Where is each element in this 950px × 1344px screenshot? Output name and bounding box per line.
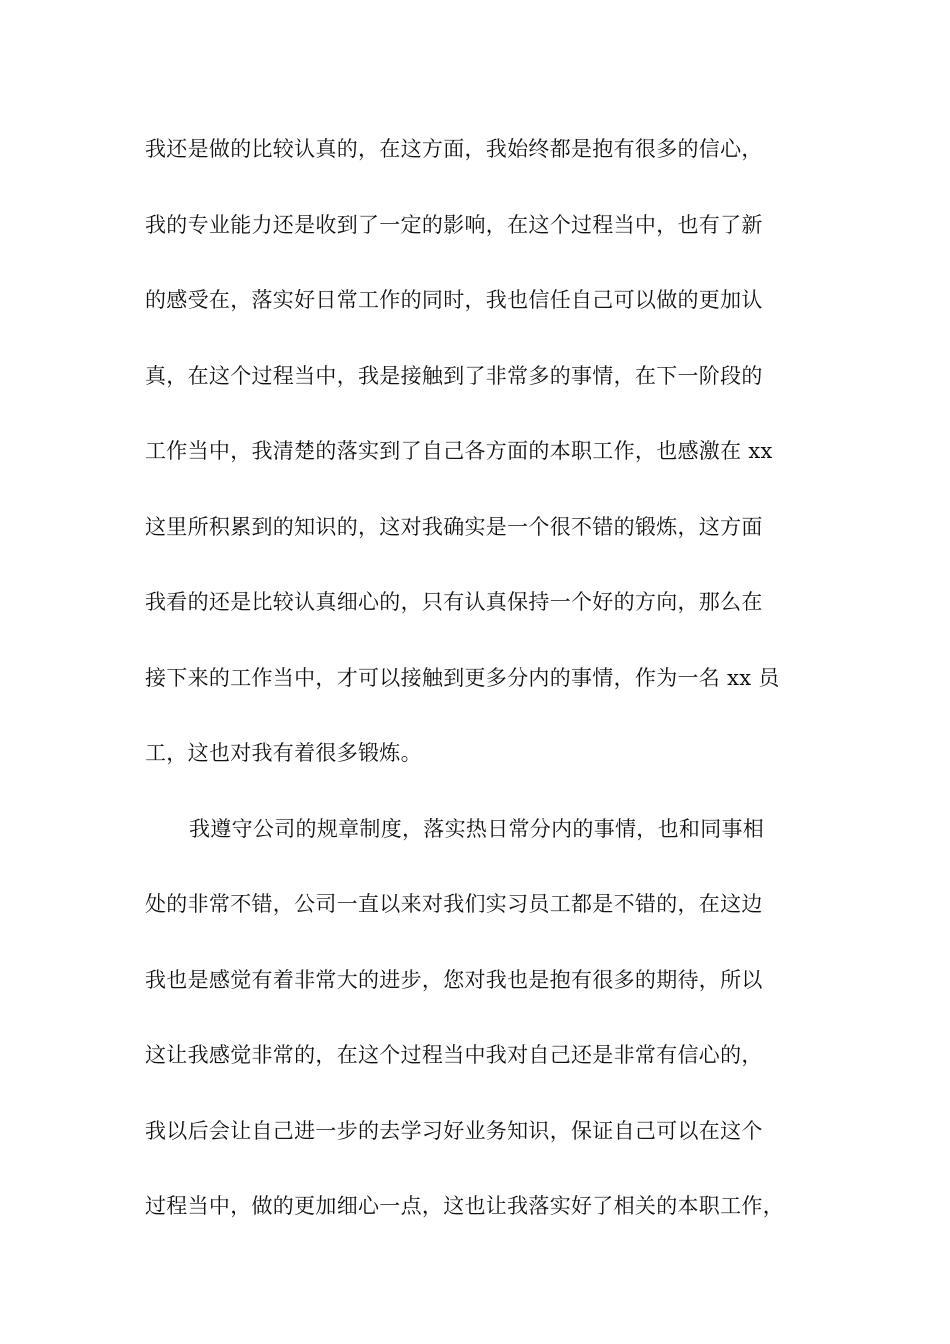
paragraph-line: 我还是做的比较认真的，在这方面，我始终都是抱有很多的信心， xyxy=(145,137,763,161)
paragraph-line: 工，这也对我有着很多锻炼。 xyxy=(145,741,422,765)
paragraph-line: 的感受在，落实好日常工作的同时，我也信任自己可以做的更加认 xyxy=(145,288,763,312)
paragraph-line: 处的非常不错，公司一直以来对我们实习员工都是不错的，在这边 xyxy=(145,892,763,916)
paragraph-line: 真，在这个过程当中，我是接触到了非常多的事情，在下一阶段的 xyxy=(145,363,763,388)
paragraph-line: 我以后会让自己进一步的去学习好业务知识，保证自己可以在这个 xyxy=(145,1118,763,1143)
paragraph-line: 工作当中，我清楚的落实到了自己各方面的本职工作，也感激在 xx xyxy=(145,439,773,463)
paragraph-line: 这里所积累到的知识的，这对我确实是一个很不错的锻炼，这方面 xyxy=(145,514,763,539)
document-body xyxy=(145,125,825,1258)
paragraph-line: 过程当中，做的更加细心一点，这也让我落实好了相关的本职工作， xyxy=(145,1194,784,1218)
paragraph-line: 这让我感觉非常的，在这个过程当中我对自己还是非常有信心的， xyxy=(145,1043,763,1067)
paragraph-line: 我遵守公司的规章制度，落实热日常分内的事情，也和同事相 xyxy=(189,816,765,841)
paragraph-line: 我也是感觉有着非常大的进步，您对我也是抱有很多的期待，所以 xyxy=(145,967,763,992)
paragraph-line: 我看的还是比较认真细心的，只有认真保持一个好的方向，那么在 xyxy=(145,590,763,614)
paragraph-line: 接下来的工作当中，才可以接触到更多分内的事情，作为一名 xx 员 xyxy=(145,665,780,690)
paragraph-line: 我的专业能力还是收到了一定的影响，在这个过程当中，也有了新 xyxy=(145,212,763,237)
